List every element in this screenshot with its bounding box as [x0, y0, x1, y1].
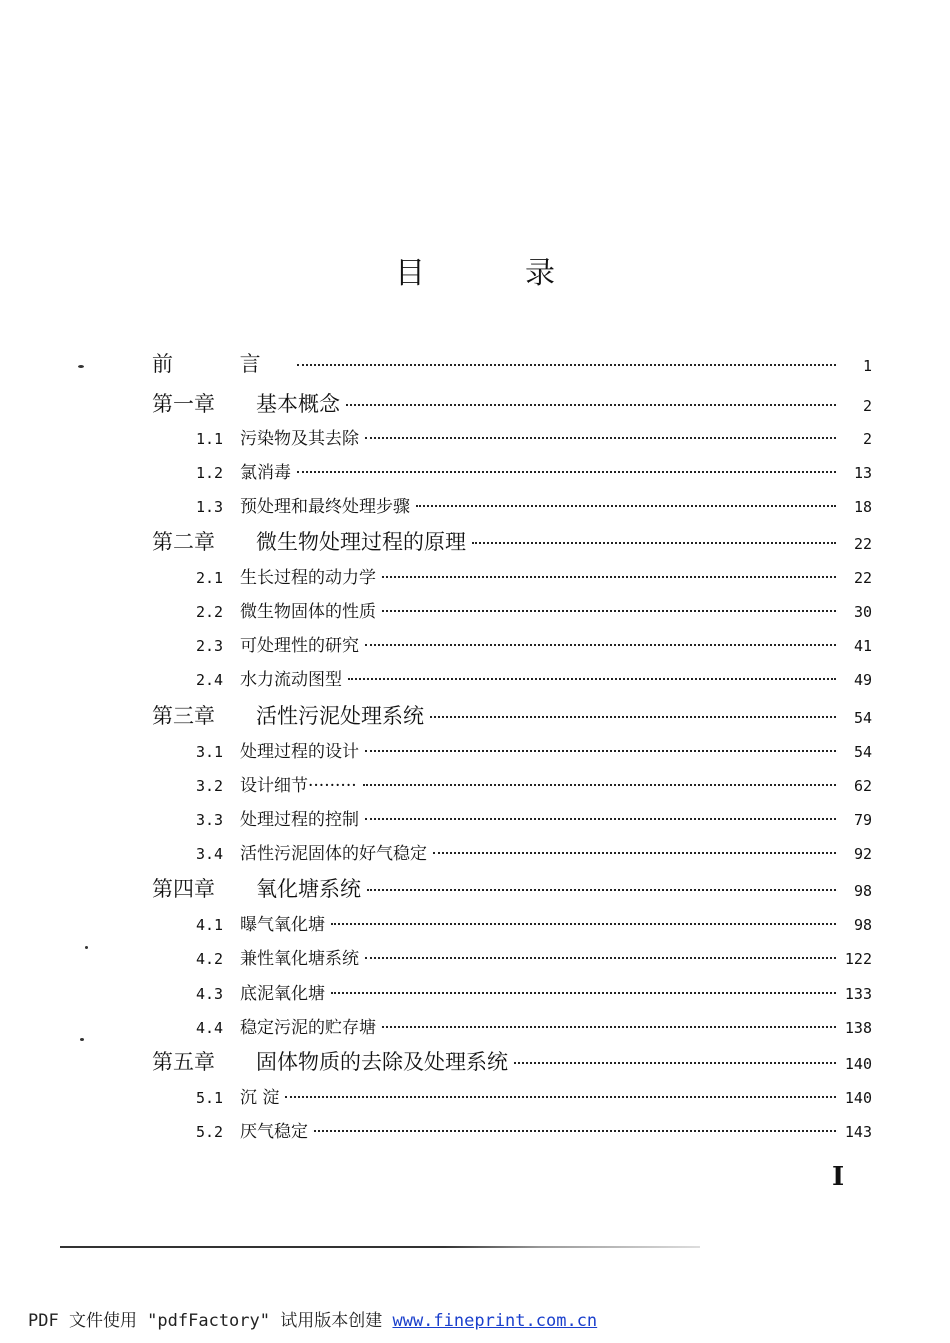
dot-leader [346, 404, 836, 406]
toc-page: 2 [862, 430, 872, 448]
toc-page: 22 [853, 535, 872, 553]
toc-section[interactable] [196, 1083, 872, 1108]
toc-page: 41 [853, 637, 872, 655]
toc-section[interactable] [196, 597, 872, 622]
toc-title: 沉 淀 [240, 1088, 280, 1108]
toc-page: 140 [844, 1089, 872, 1107]
dot-leader [430, 716, 836, 718]
toc-num: 5.2 [196, 1123, 224, 1141]
toc-num: 4.3 [196, 985, 224, 1003]
toc-title: 微生物处理过程的原理 [256, 530, 466, 554]
toc-page: 143 [844, 1123, 872, 1141]
dot-leader [382, 610, 836, 612]
dot-leader [365, 818, 836, 820]
dot-leader [365, 644, 836, 646]
toc-page: 98 [853, 916, 872, 934]
dot-leader [363, 784, 836, 786]
toc-num: 5.1 [196, 1089, 224, 1107]
toc-section[interactable] [196, 665, 872, 690]
toc-page: 122 [844, 950, 872, 968]
toc-title: 预处理和最终处理步骤 [240, 497, 410, 517]
toc-num: 2.4 [196, 671, 224, 689]
toc-num: 2.2 [196, 603, 224, 621]
dot-leader [297, 364, 836, 366]
toc-section[interactable] [196, 492, 872, 517]
toc-num: 3.2 [196, 777, 224, 795]
toc-num: 4.1 [196, 916, 224, 934]
toc-section[interactable] [196, 458, 872, 483]
dot-leader [285, 1096, 836, 1098]
dot-leader [382, 576, 836, 578]
dot-leader [472, 542, 836, 544]
toc-section[interactable] [196, 805, 872, 830]
toc-num: 第三章 [152, 704, 215, 728]
toc-title: 氯消毒 [240, 463, 291, 483]
dot-leader [365, 957, 836, 959]
toc-num: 1.3 [196, 498, 224, 516]
toc-title: 生长过程的动力学 [240, 568, 376, 588]
toc-page: 49 [853, 671, 872, 689]
toc-title: 固体物质的去除及处理系统 [256, 1050, 508, 1074]
toc-page: 138 [844, 1019, 872, 1037]
toc-title: 水力流动图型 [240, 670, 342, 690]
toc-title: 兼性氧化塘系统 [240, 949, 359, 969]
footer-text: PDF 文件使用 "pdfFactory" 试用版本创建 [28, 1311, 393, 1331]
page-title-char-2: 录 [525, 256, 555, 291]
toc-preface-title: 前 言 [152, 352, 291, 376]
page-title-char-1: 目 [395, 256, 425, 291]
toc-page: 54 [853, 743, 872, 761]
toc-num: 3.1 [196, 743, 224, 761]
toc-num: 第四章 [152, 877, 215, 901]
toc-page: 22 [853, 569, 872, 587]
toc-page: 54 [853, 709, 872, 727]
dot-leader [416, 505, 836, 507]
toc-preface[interactable] [152, 348, 872, 378]
toc-num: 2.1 [196, 569, 224, 587]
scan-speck [78, 365, 84, 368]
toc-num: 4.4 [196, 1019, 224, 1037]
toc-chapter[interactable] [152, 873, 872, 903]
toc-title: 污染物及其去除 [240, 429, 359, 449]
toc-page: 13 [853, 464, 872, 482]
toc-title: 曝气氧化塘 [240, 915, 325, 935]
toc-num: 3.3 [196, 811, 224, 829]
toc-num: 1.1 [196, 430, 224, 448]
scan-speck [80, 1038, 84, 1041]
page-folio: I [832, 1162, 845, 1192]
dot-leader [331, 992, 836, 994]
toc-num: 1.2 [196, 464, 224, 482]
toc-section[interactable] [196, 424, 872, 449]
toc-title: 稳定污泥的贮存塘 [240, 1018, 376, 1038]
dot-leader [433, 852, 836, 854]
toc-title: 设计细节········· [240, 776, 357, 796]
dot-leader [297, 471, 836, 473]
toc-title: 活性污泥固体的好气稳定 [240, 844, 427, 864]
toc-page: 30 [853, 603, 872, 621]
toc-title: 处理过程的控制 [240, 810, 359, 830]
toc-page: 18 [853, 498, 872, 516]
toc-title: 氧化塘系统 [256, 877, 361, 901]
toc-page: 79 [853, 811, 872, 829]
toc-section[interactable] [196, 839, 872, 864]
toc-page: 133 [844, 985, 872, 1003]
toc-section[interactable] [196, 1117, 872, 1142]
dot-leader [365, 750, 836, 752]
toc-num: 第二章 [152, 530, 215, 554]
toc-section[interactable] [196, 910, 872, 935]
toc-section[interactable] [196, 979, 872, 1004]
toc-section[interactable] [196, 1013, 872, 1038]
toc-section[interactable] [196, 737, 872, 762]
pdf-footer [28, 1306, 597, 1331]
footer-link[interactable]: www.fineprint.com.cn [392, 1311, 598, 1331]
bottom-rule [60, 1246, 700, 1248]
scan-speck [85, 946, 88, 949]
toc-page: 62 [853, 777, 872, 795]
toc-page: 2 [862, 397, 872, 415]
toc-num: 4.2 [196, 950, 224, 968]
toc-num: 第五章 [152, 1050, 215, 1074]
toc-chapter[interactable] [152, 1046, 872, 1076]
toc-title: 底泥氧化塘 [240, 984, 325, 1004]
dot-leader [365, 437, 836, 439]
toc-title: 可处理性的研究 [240, 636, 359, 656]
toc-num: 2.3 [196, 637, 224, 655]
toc-section[interactable] [196, 771, 872, 796]
toc-chapter[interactable] [152, 700, 872, 730]
toc-num: 3.4 [196, 845, 224, 863]
dot-leader [348, 678, 836, 680]
dot-leader [331, 923, 836, 925]
toc-chapter[interactable] [152, 388, 872, 418]
toc-preface-page: 1 [862, 357, 872, 375]
toc-chapter[interactable] [152, 526, 872, 556]
toc-section[interactable] [196, 563, 872, 588]
toc-title: 厌气稳定 [240, 1122, 308, 1142]
toc-section[interactable] [196, 944, 872, 969]
toc-title: 活性污泥处理系统 [256, 704, 424, 728]
toc-page: 140 [844, 1055, 872, 1073]
dot-leader [514, 1062, 836, 1064]
toc-section[interactable] [196, 631, 872, 656]
toc-title: 处理过程的设计 [240, 742, 359, 762]
toc-title: 基本概念 [256, 392, 340, 416]
toc-page: 92 [853, 845, 872, 863]
dot-leader [367, 889, 836, 891]
dot-leader [314, 1130, 836, 1132]
dot-leader [382, 1026, 836, 1028]
toc-title: 微生物固体的性质 [240, 602, 376, 622]
toc-num: 第一章 [152, 392, 215, 416]
toc-page: 98 [853, 882, 872, 900]
